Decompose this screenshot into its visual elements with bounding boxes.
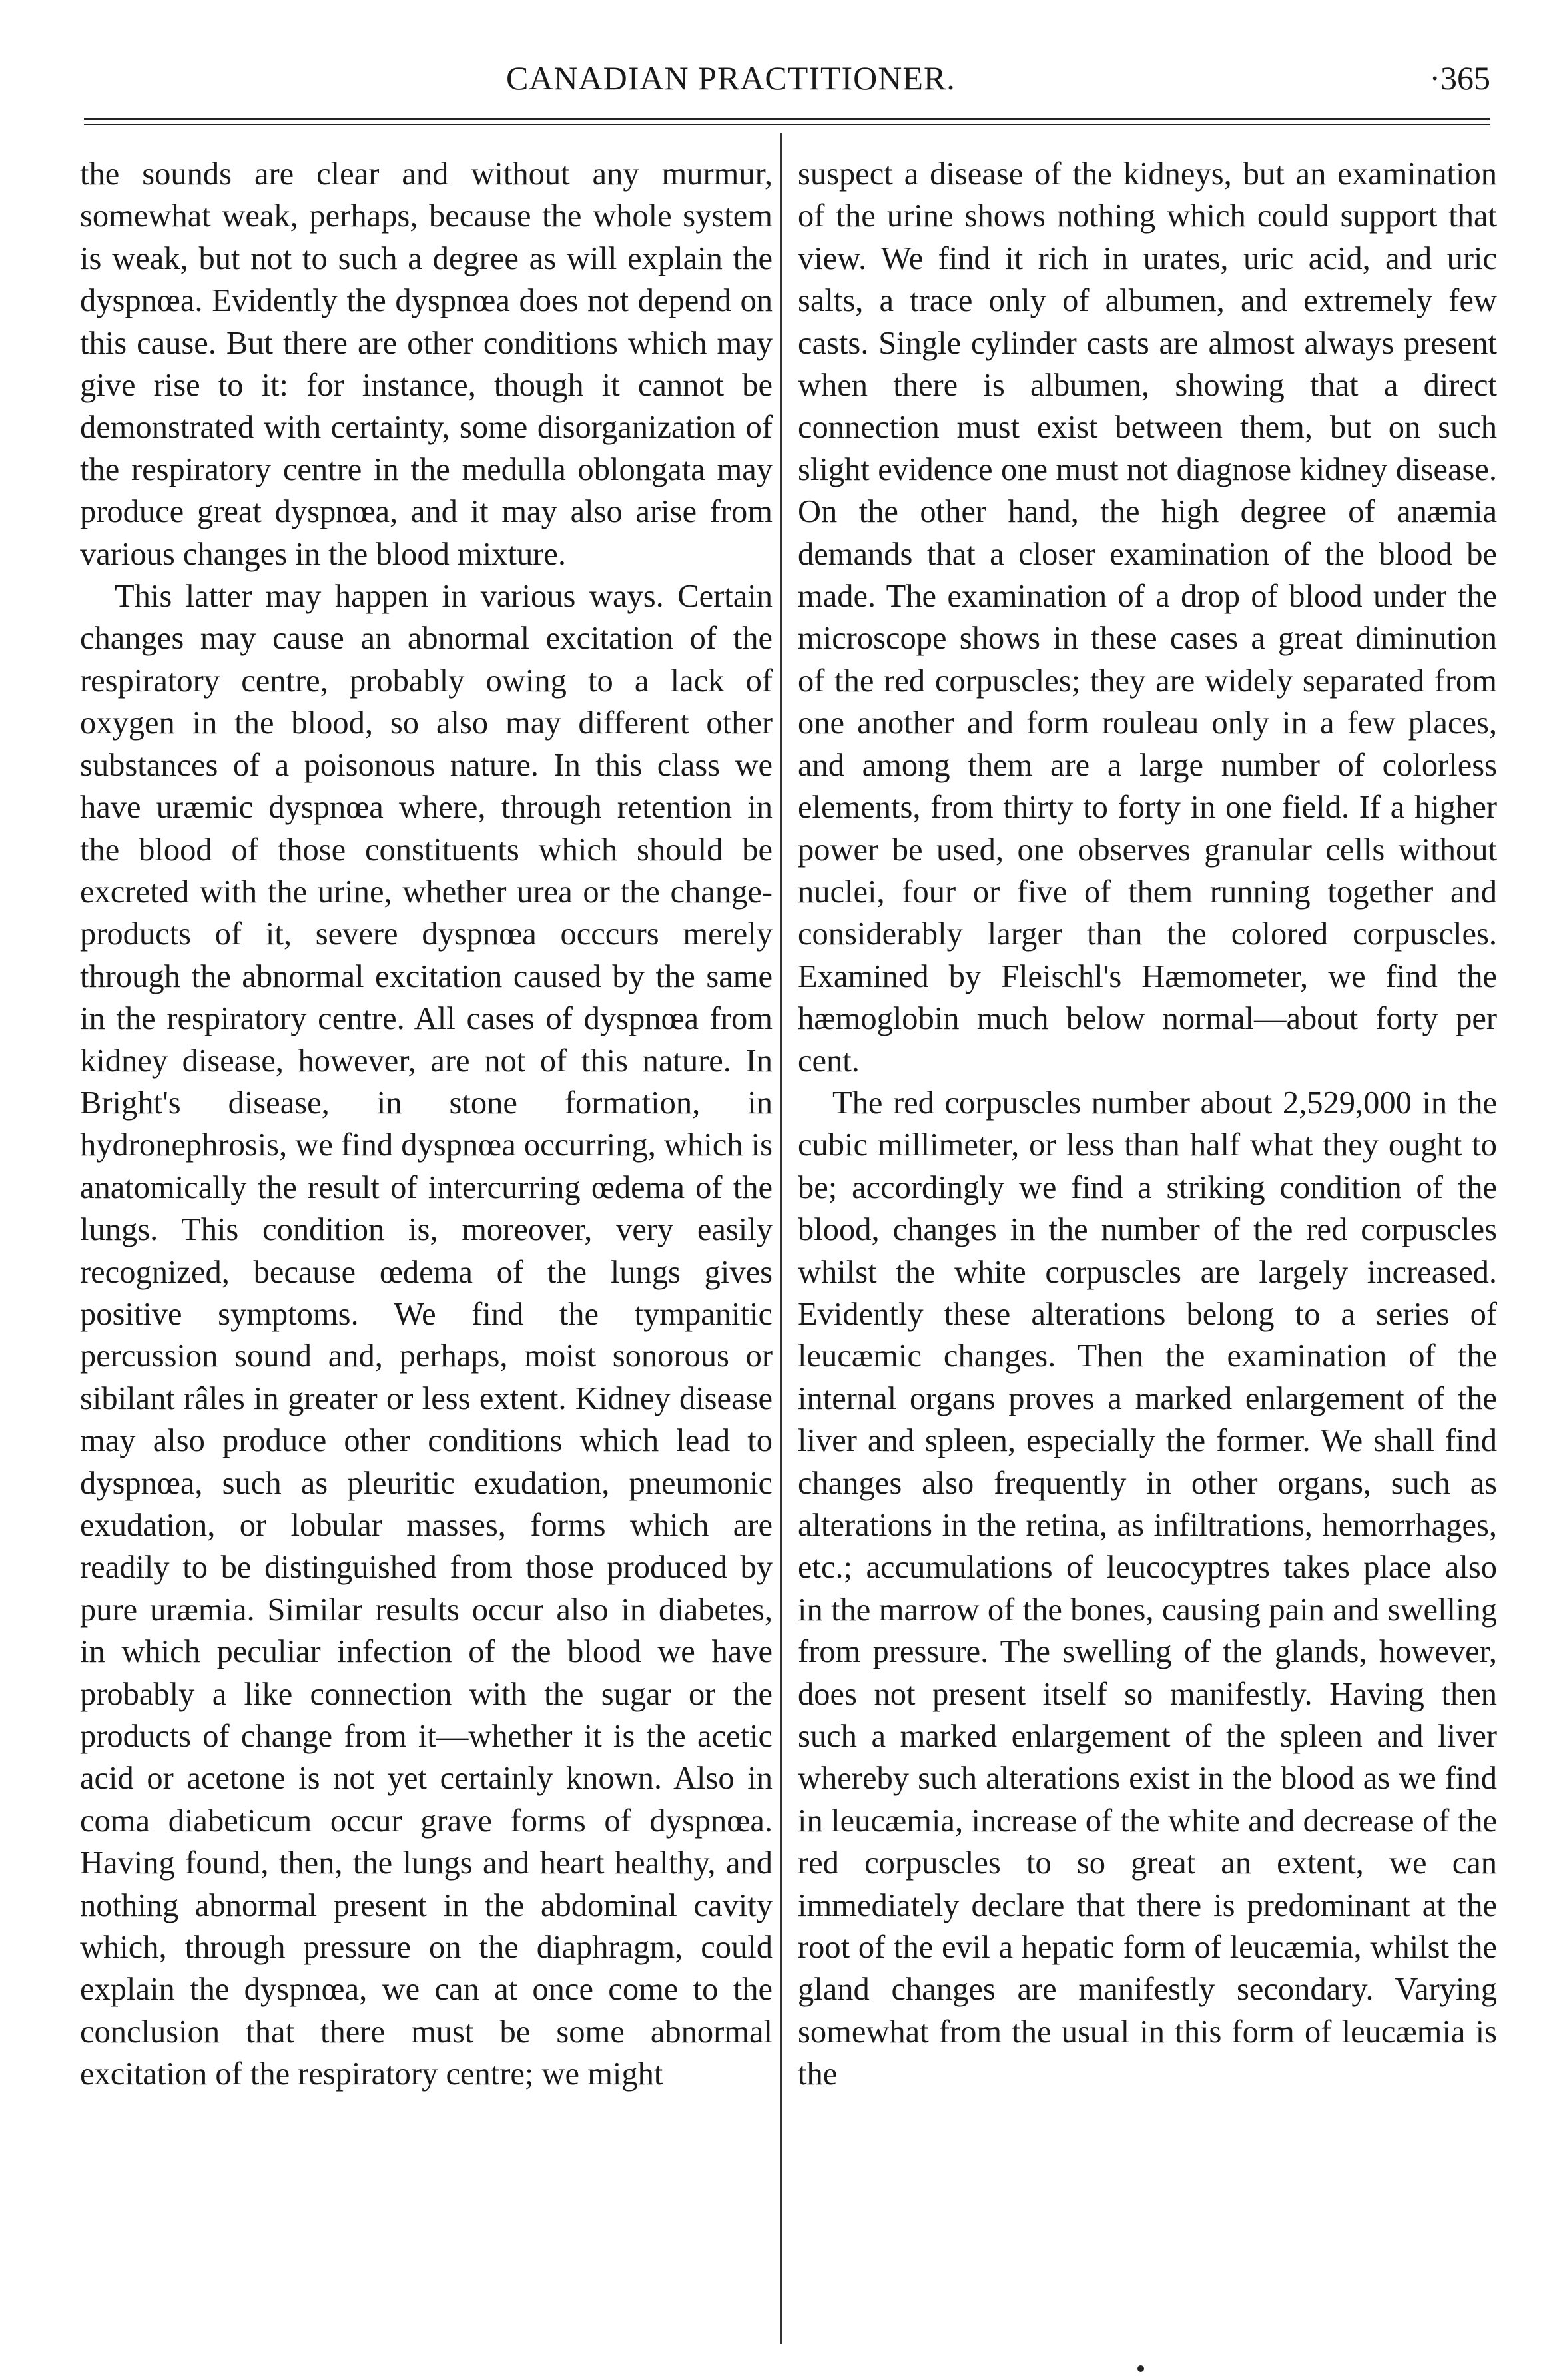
header-rule	[84, 118, 1490, 120]
page-number: ·365	[1429, 59, 1490, 97]
right-paragraph-2: The red corpuscles number about 2,529,000 in the cubic millimeter, or less than half what they ought to be; accordingly we find a striking condition of the blood, changes in the number of the red corpuscles whilst the white corpuscles are largely increased. Evidently these alterations belong to a series of leucæmic changes. Then the examination of the internal organs proves a marked enlargement of the liver and spleen, especially the former. We shall find changes also frequently in other organs, such as alterations in the retina, as infiltrations, hemorrhages, etc.; accumulations of leucocyptres takes place also in the marrow of the bones, causing pain and swelling from pressure. The swelling of the glands, however, does not present itself so manifestly. Having then such a marked enlargement of the spleen and liver whereby such alterations exist in the blood as we find in leucæmia, increase of the white and decrease of the red corpuscles to so great an extent, we can immediately declare that there is predominant at the root of the evil a hepatic form of leucæmia, whilst the gland changes are manifestly secondary. Varying somewhat from the usual in this form of leucæmia is the	[798, 1085, 1497, 2092]
left-column	[80, 153, 773, 2096]
printer-mark	[1137, 2365, 1144, 2372]
right-paragraph-1: suspect a disease of the kidneys, but an examination of the urine shows nothing which could support that view. We find it rich in urates, uric acid, and uric salts, a trace only of albumen, and extremely few casts. Single cylinder casts are almost always present when there is albumen, showing that a direct connection must exist between them, but on such slight evidence one must not diagnose kidney disease. On the other hand, the high degree of anæmia demands that a closer examination of the blood be made. The examination of a drop of blood under the microscope shows in these cases a great diminution of the red corpuscles; they are widely separated from one another and form rouleau only in a few places, and among them are a large number of colorless elements, from thirty to forty in one field. If a higher power be used, one observes granular cells without nuclei, four or five of them running together and considerably larger than the colored corpuscles. Examined by Fleischl's Hæmometer, we find the hæmoglobin much below normal—about forty per cent.	[798, 156, 1497, 1079]
left-paragraph-2: This latter may happen in various ways. Certain changes may cause an abnormal excitation of the respiratory centre, probably owing to a lack of oxygen in the blood, so also may different other substances of a poisonous nature. In this class we have uræmic dyspnœa where, through retention in the blood of those constituents which should be excreted with the urine, whether urea or the change-products of it, severe dyspnœa occcurs merely through the abnormal excitation caused by the same in the respiratory centre. All cases of dyspnœa from kidney disease, however, are not of this nature. In Bright's disease, in stone formation, in hydronephrosis, we find dyspnœa occurring, which is anatomically the result of intercurring œdema of the lungs. This condition is, moreover, very easily recognized, because œdema of the lungs gives positive symptoms. We find the tympanitic percussion sound and, perhaps, moist sonorous or sibilant râles in greater or less extent. Kidney disease may also produce other conditions which lead to dyspnœa, such as pleuritic exudation, pneumonic exudation, or lobular masses, forms which are readily to be distinguished from those produced by pure uræmia. Similar results occur also in diabetes, in which peculiar infection of the blood we have probably a like connection with the sugar or the products of change from it—whether it is the acetic acid or acetone is not yet certainly known. Also in coma diabeticum occur grave forms of dyspnœa. Having found, then, the lungs and heart healthy, and nothing abnormal present in the abdominal cavity which, through pressure on the diaphragm, could explain the dyspnœa, we can at once come to the conclusion that there must be some abnormal excitation of the respiratory centre; we might	[80, 579, 773, 2092]
page-header	[0, 59, 1557, 112]
right-column	[798, 153, 1497, 2096]
left-paragraph-1: the sounds are clear and without any murmur, somewhat weak, perhaps, because the whole system is weak, but not to such a degree as will explain the dyspnœa. Evidently the dyspnœa does not depend on this cause. But there are other conditions which may give rise to it: for instance, though it cannot be demonstrated with certainty, some disorganization of the respiratory centre in the medulla oblongata may produce great dyspnœa, and it may also arise from various changes in the blood mixture.	[80, 156, 773, 572]
column-divider	[780, 133, 782, 2344]
header-rule-secondary	[84, 124, 1490, 125]
running-head: CANADIAN PRACTITIONER.	[506, 59, 956, 97]
